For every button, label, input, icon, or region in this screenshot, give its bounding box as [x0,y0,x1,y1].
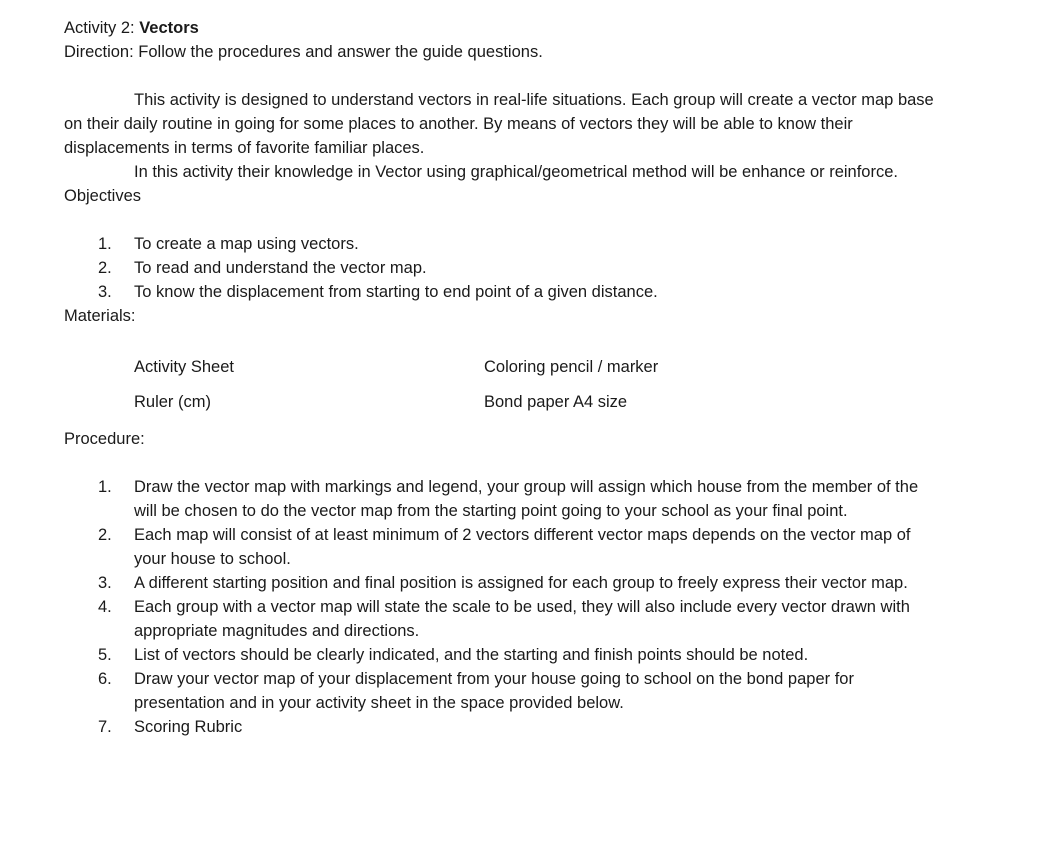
intro-paragraph-1: This activity is designed to understand vectors in real-life situations. Each group will create a vector map base on their daily routine in going for some places to another. By means of vectors they will be able to know their displacements in terms of favorite familiar places. [64,91,934,157]
list-number: 7. [98,718,112,736]
list-number: 3. [98,283,112,301]
list-item-text: To create a map using vectors. [134,235,359,253]
list-item-text: To know the displacement from starting to end point of a given distance. [134,283,658,301]
objectives-heading: Objectives [64,187,142,205]
list-number: 6. [98,670,112,688]
procedure-heading: Procedure: [64,430,145,448]
list-item [64,523,944,571]
spacer [64,64,944,88]
activity-document [64,16,944,739]
spacer [64,208,944,232]
list-item [64,595,944,643]
list-item-text: List of vectors should be clearly indicated, and the starting and finish points should be noted. [134,646,809,664]
direction-line: Direction: Follow the procedures and answer the guide questions. [64,43,543,61]
list-item-text: Each map will consist of at least minimum of 2 vectors different vector maps depends on the vector map of your house to school. [134,526,911,568]
list-number: 2. [98,526,112,544]
list-item-text: Scoring Rubric [134,718,243,736]
list-item [64,256,944,280]
list-item-text: A different starting position and final position is assigned for each group to freely express their vector map. [134,574,908,592]
material-item: Bond paper A4 size [484,393,628,411]
procedure-list [64,475,944,739]
list-number: 1. [98,235,112,253]
materials-heading: Materials: [64,307,136,325]
list-item-text: To read and understand the vector map. [134,259,427,277]
list-item [64,280,944,304]
list-number: 2. [98,259,112,277]
list-item [64,715,944,739]
list-item [64,475,944,523]
activity-title-text: Vectors [139,19,199,37]
list-item-text: Draw the vector map with markings and legend, your group will assign which house from the member of the will be chosen to do the vector map from the starting point going to your school as your final point. [134,478,919,520]
activity-title [64,16,944,40]
list-item [64,667,944,715]
material-item: Ruler (cm) [134,393,211,411]
list-item-text: Each group with a vector map will state the scale to be used, they will also include every vector drawn with appropriate magnitudes and directions. [134,598,910,640]
list-number: 5. [98,646,112,664]
list-item [64,232,944,256]
list-item-text: Draw your vector map of your displacement from your house going to school on the bond paper for presentation and in your activity sheet in the space provided below. [134,670,854,712]
list-number: 1. [98,478,112,496]
list-item [64,571,944,595]
activity-prefix: Activity 2: [64,19,140,37]
intro-paragraph-2: In this activity their knowledge in Vector using graphical/geometrical method will be enhance or reinforce. [134,163,898,181]
materials-table [64,355,944,427]
material-item: Activity Sheet [134,358,234,376]
list-number: 3. [98,574,112,592]
list-item [64,643,944,667]
list-number: 4. [98,598,112,616]
spacer [64,451,944,475]
objectives-list [64,232,944,304]
material-item: Coloring pencil / marker [484,358,659,376]
